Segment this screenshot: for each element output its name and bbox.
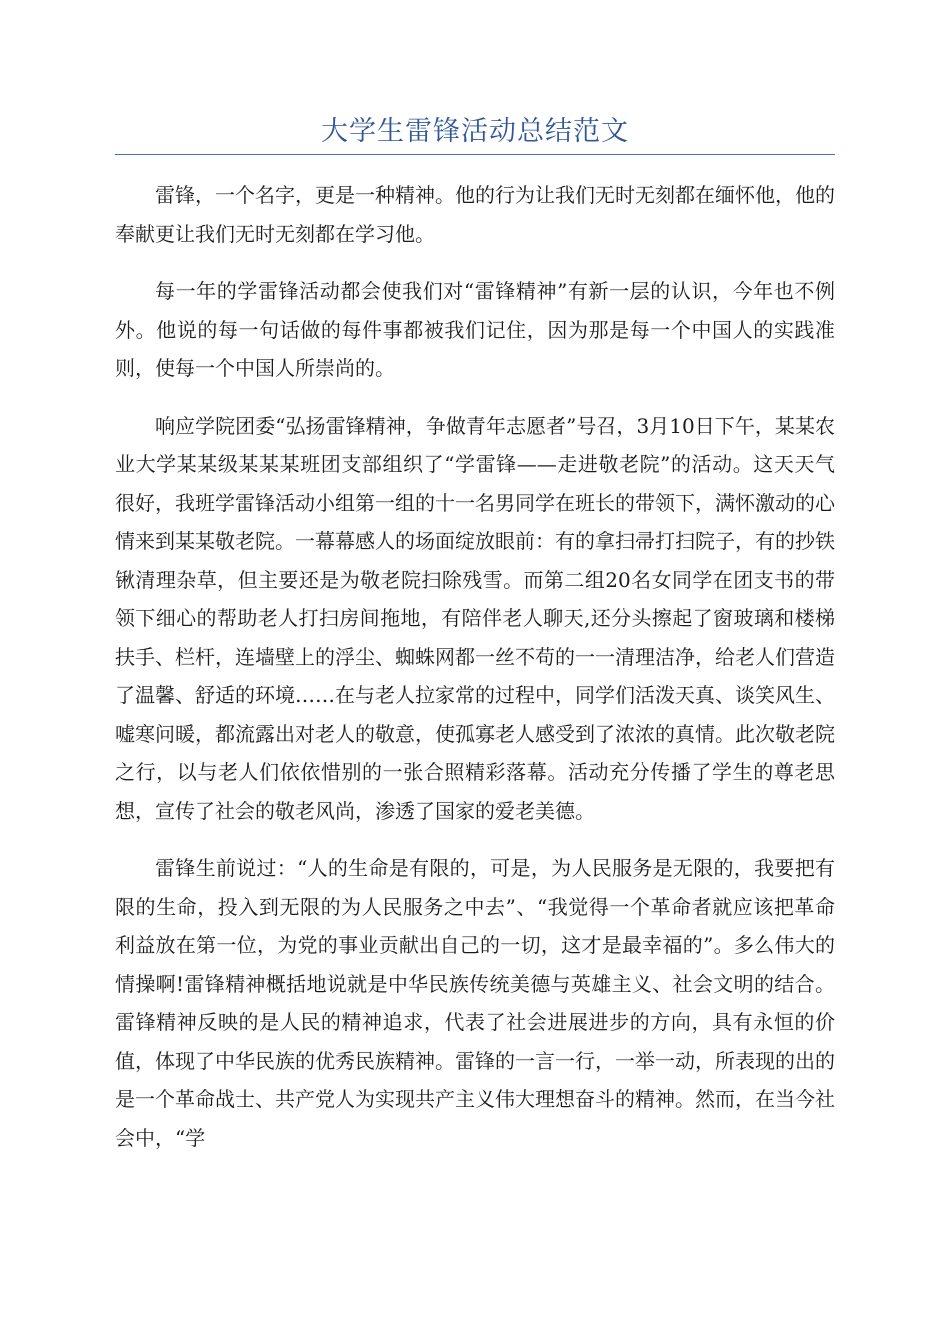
paragraph-1: 雷锋，一个名字，更是一种精神。他的行为让我们无时无刻都在缅怀他，他的奉献更让我们无时无刻都在学习他。 bbox=[115, 183, 835, 246]
document-title: 大学生雷锋活动总结范文 bbox=[321, 116, 629, 147]
document-body bbox=[115, 176, 835, 1176]
paragraph-2: 每一年的学雷锋活动都会使我们对“雷锋精神”有新一层的认识，今年也不例外。他说的每一句话做的每件事都被我们记住，因为那是每一个中国人的实践准则，使每一个中国人所崇尚的。 bbox=[115, 279, 835, 380]
title-underline bbox=[115, 154, 835, 155]
paragraph-3: 响应学院团委“弘扬雷锋精神，争做青年志愿者”号召，3月10日下午，某某农业大学某某级某某某班团支部组织了“学雷锋——走进敬老院”的活动。这天天气很好，我班学雷锋活动小组第一组的十一名男同学在班长的带领下，满怀激动的心情来到某某敬老院。一幕幕感人的场面绽放眼前：有的拿扫帚打扫院子，有的抄铁锹清理杂草，但主要还是为敬老院扫除残雪。而第二组20名女同学在团支书的带领下细心的帮助老人打扫房间拖地，有陪伴老人聊天,还分头擦起了窗玻璃和楼梯扶手、栏杆，连墙壁上的浮尘、蜘蛛网都一丝不苟的一一清理洁净，给老人们营造了温馨、舒适的环境……在与老人拉家常的过程中，同学们活泼天真、谈笑风生、嘘寒问暖，都流露出对老人的敬意，使孤寡老人感受到了浓浓的真情。此次敬老院之行，以与老人们依依惜别的一张合照精彩落幕。活动充分传播了学生的尊老思想，宣传了社会的敬老风尚，渗透了国家的爱老美德。 bbox=[115, 413, 835, 823]
paragraph-4: 雷锋生前说过：“人的生命是有限的，可是，为人民服务是无限的，我要把有限的生命，投入到无限的为人民服务之中去”、“我觉得一个革命者就应该把革命利益放在第一位，为党的事业贡献出自己的一切，这才是最幸福的”。多么伟大的情操啊!雷锋精神概括地说就是中华民族传统美德与英雄主义、社会文明的结合。雷锋精神反映的是人民的精神追求，代表了社会进展进步的方向，具有永恒的价值，体现了中华民族的优秀民族精神。雷锋的一言一行，一举一动，所表现的出的是一个革命战士、共产党人为实现共产主义伟大理想奋斗的精神。然而，在当今社会中，“学 bbox=[115, 856, 835, 1150]
